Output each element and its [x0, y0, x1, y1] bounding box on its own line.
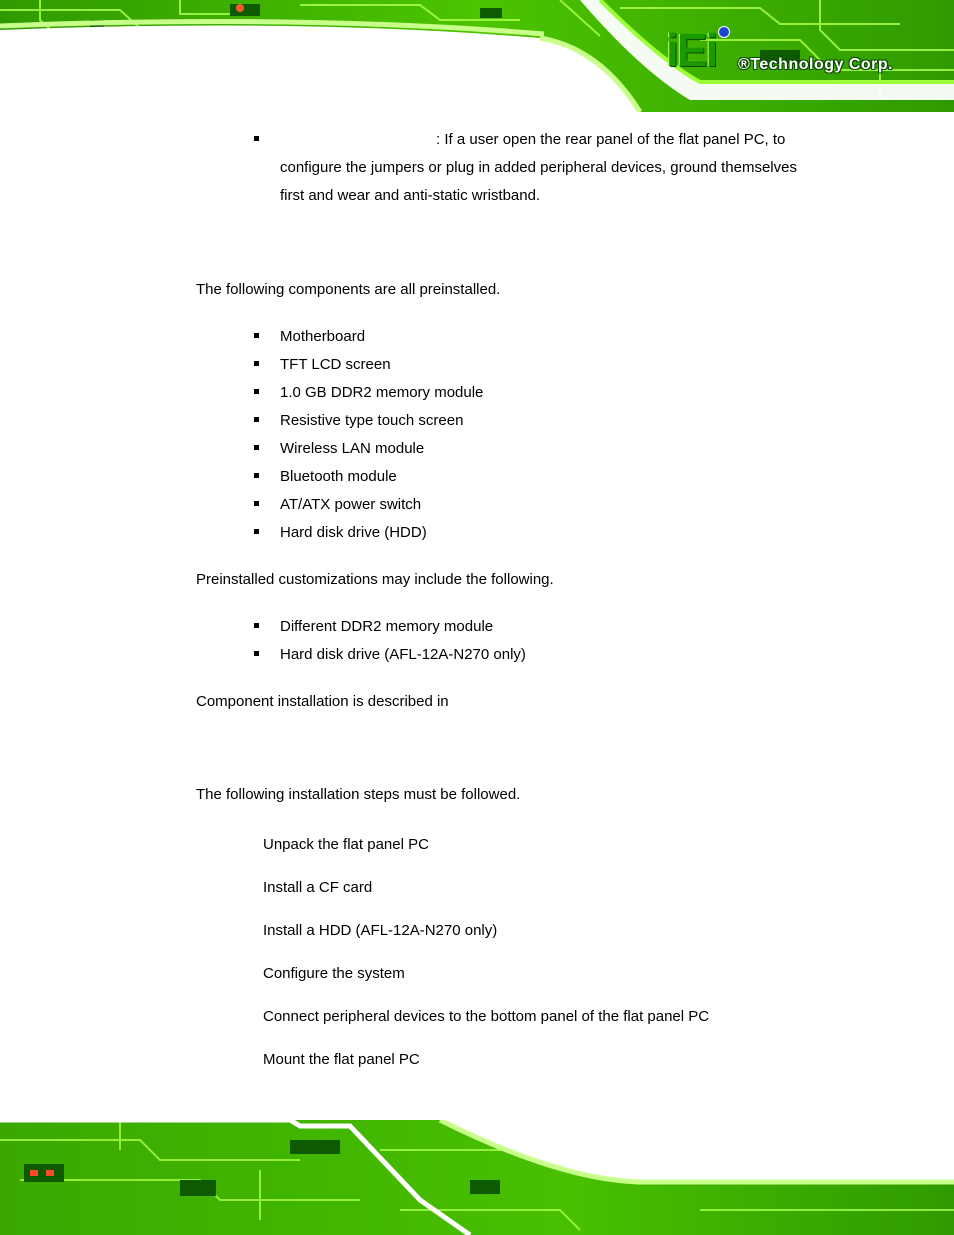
company-name: ®Technology Corp. [738, 56, 894, 73]
warning-line-2: configure the jumpers or plug in added peripheral devices, ground themselves [280, 159, 797, 176]
list-item: Resistive type touch screen [280, 412, 464, 429]
step-item: Connect peripheral devices to the bottom panel of the flat panel PC [263, 1008, 710, 1025]
step-item: Install a HDD (AFL-12A-N270 only) [263, 922, 498, 939]
iei-logo-mark: iEi [666, 24, 717, 76]
list-item: Bluetooth module [280, 468, 397, 485]
company-logo [666, 22, 946, 82]
bullet-icon [254, 417, 259, 422]
list-item: Motherboard [280, 328, 366, 345]
list-item: Hard disk drive (AFL-12A-N270 only) [280, 646, 526, 663]
bullet-icon [254, 651, 259, 656]
preinstalled-intro: The following components are all preinstalled. [196, 281, 501, 298]
footer-banner [0, 1120, 954, 1235]
list-item: 1.0 GB DDR2 memory module [280, 384, 484, 401]
circuit-board-footer-graphic [0, 1120, 954, 1235]
bullet-icon [254, 529, 259, 534]
bullet-icon [254, 136, 259, 141]
step-item: Configure the system [263, 965, 405, 982]
list-item: Different DDR2 memory module [280, 618, 494, 635]
component-installation-note: Component installation is described in [196, 693, 449, 710]
step-item: Mount the flat panel PC [263, 1051, 420, 1068]
bullet-icon [254, 473, 259, 478]
list-item: Wireless LAN module [280, 440, 425, 457]
warning-line-1: : If a user open the rear panel of the flat panel PC, to [436, 131, 786, 148]
header-banner [0, 0, 954, 112]
step-item: Install a CF card [263, 879, 373, 896]
bullet-icon [254, 623, 259, 628]
bullet-icon [254, 361, 259, 366]
bullet-icon [254, 389, 259, 394]
bullet-icon [254, 501, 259, 506]
bullet-icon [254, 445, 259, 450]
warning-line-3: first and wear and anti-static wristband. [280, 187, 541, 204]
list-item: AT/ATX power switch [280, 496, 422, 513]
step-item: Unpack the flat panel PC [263, 836, 429, 853]
logo-dot-icon [718, 26, 730, 38]
list-item: Hard disk drive (HDD) [280, 524, 427, 541]
steps-intro: The following installation steps must be followed. [196, 786, 521, 803]
bullet-icon [254, 333, 259, 338]
list-item: TFT LCD screen [280, 356, 391, 373]
customizations-intro: Preinstalled customizations may include the following. [196, 571, 554, 588]
